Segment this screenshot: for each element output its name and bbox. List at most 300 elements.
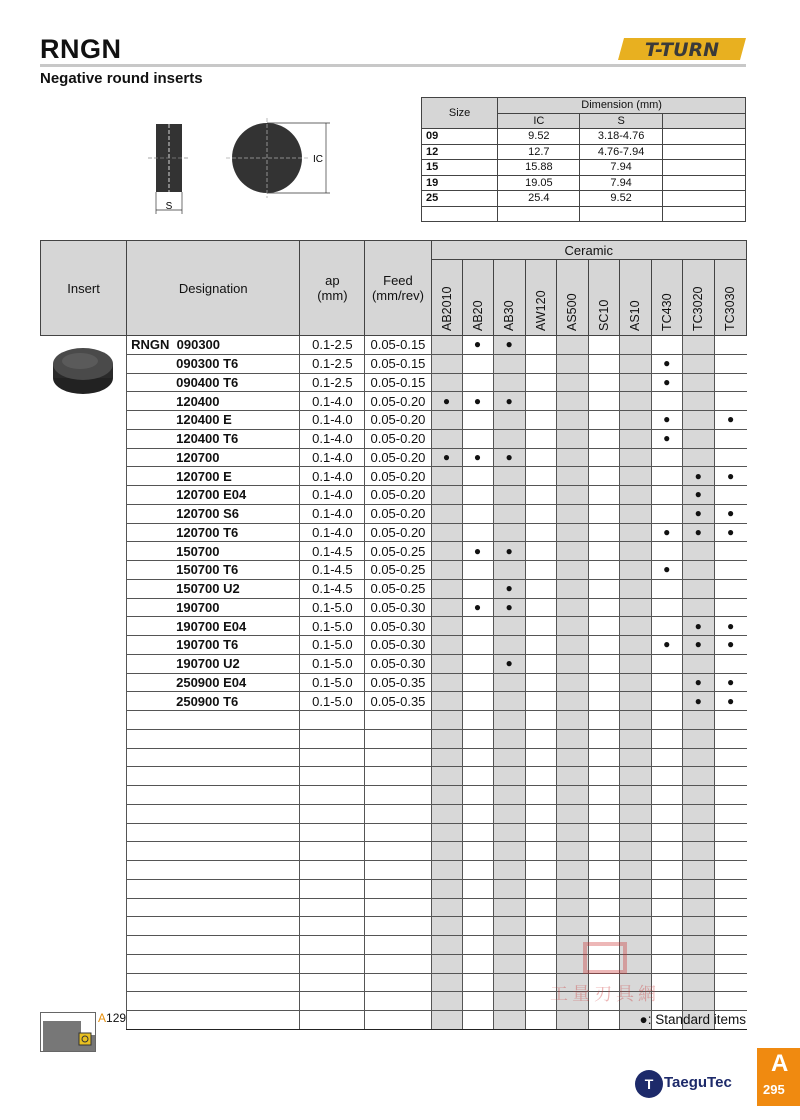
grade-cell [619, 598, 651, 617]
dimension-row [422, 191, 746, 207]
table-row [41, 373, 747, 392]
grade-header-ab30: AB30 [493, 260, 525, 336]
grade-cell [431, 354, 462, 373]
ap-cell: 0.1-5.0 [300, 598, 365, 617]
grade-cell [525, 523, 556, 542]
designation-cell: 190700 U2 [127, 654, 300, 673]
feed-cell: 0.05-0.20 [365, 392, 431, 411]
grade-cell [556, 354, 588, 373]
table-row [41, 486, 747, 505]
grade-cell [556, 617, 588, 636]
grade-cell [556, 542, 588, 561]
grade-cell [525, 411, 556, 430]
dimension-header: Dimension (mm) [498, 98, 746, 114]
ap-cell: 0.1-4.5 [300, 542, 365, 561]
s-cell: 4.76-7.94 [580, 144, 662, 160]
grade-cell [682, 579, 714, 598]
designation-cell: 120400 [127, 392, 300, 411]
feed-cell: 0.05-0.30 [365, 654, 431, 673]
grade-cell [525, 429, 556, 448]
ic-cell: 12.7 [498, 144, 580, 160]
grade-cell [714, 636, 746, 655]
grade-cell [462, 598, 493, 617]
standard-mark: ● [694, 637, 702, 652]
ic-cell: 19.05 [498, 175, 580, 191]
grade-cell [462, 542, 493, 561]
standard-mark: ● [473, 449, 482, 464]
standard-mark: ● [505, 581, 513, 596]
ap-header: ap (mm) [300, 241, 365, 336]
page-number: 295 [763, 1082, 785, 1097]
grade-cell [651, 636, 682, 655]
grade-cell [462, 411, 493, 430]
grade-cell [431, 561, 462, 580]
grade-cell [714, 467, 746, 486]
standard-mark: ● [473, 393, 482, 408]
grade-cell [493, 636, 525, 655]
ap-cell: 0.1-4.0 [300, 429, 365, 448]
standard-mark: ● [505, 449, 513, 464]
grade-cell [619, 354, 651, 373]
grade-cell [651, 617, 682, 636]
grade-cell [714, 336, 746, 355]
table-row [41, 729, 747, 748]
ap-cell: 0.1-5.0 [300, 692, 365, 711]
grade-cell [619, 486, 651, 505]
ap-cell: 0.1-2.5 [300, 354, 365, 373]
grade-header-as500: AS500 [556, 260, 588, 336]
dimension-row [422, 144, 746, 160]
grade-cell [525, 692, 556, 711]
dimension-row [422, 160, 746, 176]
standard-mark: ● [727, 412, 735, 427]
grade-cell [682, 598, 714, 617]
insert-header: Insert [41, 241, 127, 336]
grade-cell [462, 467, 493, 486]
standard-mark: ● [505, 543, 513, 558]
grade-cell [431, 636, 462, 655]
designation-cell: 150700 [127, 542, 300, 561]
grade-cell [556, 336, 588, 355]
table-row [41, 617, 747, 636]
feed-cell: 0.05-0.20 [365, 411, 431, 430]
label-s: S [165, 201, 173, 212]
grade-cell [682, 654, 714, 673]
table-row [41, 561, 747, 580]
grade-cell [431, 467, 462, 486]
standard-mark: ● [694, 468, 702, 483]
table-row [41, 467, 747, 486]
grade-cell [462, 692, 493, 711]
table-row [41, 879, 747, 898]
grade-cell [714, 673, 746, 692]
grade-cell [525, 542, 556, 561]
grade-cell [556, 692, 588, 711]
standard-mark: ● [505, 393, 513, 408]
grade-cell [682, 336, 714, 355]
grade-cell [682, 392, 714, 411]
grade-cell [556, 448, 588, 467]
grade-cell [556, 598, 588, 617]
grade-cell [588, 429, 619, 448]
table-row [41, 392, 747, 411]
grade-cell [493, 336, 525, 355]
grade-cell [493, 617, 525, 636]
table-row [41, 429, 747, 448]
grade-cell [431, 617, 462, 636]
ap-cell: 0.1-5.0 [300, 673, 365, 692]
table-row [41, 354, 747, 373]
s-cell: 7.94 [580, 160, 662, 176]
table-row [41, 448, 747, 467]
grade-cell [619, 504, 651, 523]
designation-cell: 250900 E04 [127, 673, 300, 692]
ceramic-header: Ceramic [431, 241, 747, 260]
designation-cell: 150700 U2 [127, 579, 300, 598]
grade-cell [588, 617, 619, 636]
standard-mark: ● [663, 356, 671, 371]
grade-cell [462, 523, 493, 542]
standard-mark: ● [663, 637, 671, 652]
grade-cell [682, 617, 714, 636]
logo-text: T-TURN [644, 39, 720, 61]
grade-cell [462, 486, 493, 505]
s-header: S [580, 113, 662, 129]
feed-cell: 0.05-0.35 [365, 673, 431, 692]
grade-cell [588, 467, 619, 486]
grade-cell [619, 561, 651, 580]
size-cell: 15 [422, 160, 498, 176]
grade-cell [493, 598, 525, 617]
grade-cell [462, 504, 493, 523]
grade-cell [619, 392, 651, 411]
ap-cell: 0.1-4.0 [300, 523, 365, 542]
feed-cell: 0.05-0.35 [365, 692, 431, 711]
insert-drawing [140, 110, 340, 220]
grade-cell [462, 392, 493, 411]
grade-cell [525, 467, 556, 486]
grade-cell [556, 654, 588, 673]
grade-cell [588, 579, 619, 598]
grade-cell [714, 429, 746, 448]
grade-cell [462, 561, 493, 580]
grade-cell [525, 561, 556, 580]
grade-cell [431, 486, 462, 505]
feed-cell: 0.05-0.20 [365, 504, 431, 523]
designation-cell: 120700 E04 [127, 486, 300, 505]
standard-mark: ● [694, 487, 702, 502]
grade-cell [525, 373, 556, 392]
grade-cell [462, 354, 493, 373]
grade-cell [462, 617, 493, 636]
grade-cell [714, 692, 746, 711]
grade-cell [651, 504, 682, 523]
grade-header-aw120: AW120 [525, 260, 556, 336]
grade-cell [556, 392, 588, 411]
grade-cell [651, 467, 682, 486]
grade-cell [556, 673, 588, 692]
grade-cell [431, 411, 462, 430]
table-row [41, 786, 747, 805]
standard-mark: ● [442, 449, 451, 464]
page-tab [757, 1048, 800, 1106]
grade-cell [619, 617, 651, 636]
designation-cell: RNGN 090300 [127, 336, 300, 355]
grade-cell [431, 654, 462, 673]
designation-cell: 250900 T6 [127, 692, 300, 711]
grade-cell [431, 692, 462, 711]
grade-cell [525, 598, 556, 617]
grade-cell [651, 561, 682, 580]
grade-cell [714, 579, 746, 598]
grade-cell [714, 617, 746, 636]
grade-cell [493, 692, 525, 711]
grade-cell [714, 542, 746, 561]
ic-cell: 25.4 [498, 191, 580, 207]
grade-cell [431, 336, 462, 355]
size-cell: 12 [422, 144, 498, 160]
table-row [41, 692, 747, 711]
standard-mark: ● [694, 618, 702, 633]
table-row [41, 579, 747, 598]
standard-mark: ● [442, 393, 451, 408]
grade-cell [556, 411, 588, 430]
table-row [41, 542, 747, 561]
grade-cell [556, 429, 588, 448]
grade-cell [682, 429, 714, 448]
feed-cell: 0.05-0.20 [365, 467, 431, 486]
round-insert-image [50, 342, 116, 398]
ap-cell: 0.1-4.5 [300, 579, 365, 598]
grade-cell [588, 692, 619, 711]
standard-mark: ● [694, 524, 702, 539]
grade-cell [714, 654, 746, 673]
grade-cell [556, 373, 588, 392]
grade-header-sc10: SC10 [588, 260, 619, 336]
grade-cell [619, 336, 651, 355]
grade-cell [682, 561, 714, 580]
size-cell: 19 [422, 175, 498, 191]
grade-cell [525, 486, 556, 505]
ap-cell: 0.1-4.0 [300, 411, 365, 430]
table-row [41, 842, 747, 861]
grade-cell [714, 523, 746, 542]
grade-cell [714, 373, 746, 392]
grade-cell [493, 354, 525, 373]
grade-cell [651, 486, 682, 505]
grade-cell [462, 636, 493, 655]
grade-cell [431, 542, 462, 561]
grade-cell [588, 504, 619, 523]
reference-page[interactable]: A129 [98, 1011, 127, 1025]
s-cell: 7.94 [580, 175, 662, 191]
grade-cell [493, 448, 525, 467]
grade-cell [682, 373, 714, 392]
standard-mark: ● [663, 374, 671, 389]
feed-cell: 0.05-0.20 [365, 486, 431, 505]
grade-cell [525, 448, 556, 467]
feed-cell: 0.05-0.30 [365, 617, 431, 636]
designation-cell: 190700 E04 [127, 617, 300, 636]
table-row [41, 804, 747, 823]
grade-cell [525, 336, 556, 355]
grade-cell [714, 411, 746, 430]
table-row [41, 917, 747, 936]
grade-cell [493, 523, 525, 542]
ap-cell: 0.1-4.0 [300, 448, 365, 467]
size-cell: 09 [422, 129, 498, 145]
grade-cell [493, 411, 525, 430]
grade-cell [588, 336, 619, 355]
grade-cell [682, 692, 714, 711]
grade-cell [682, 673, 714, 692]
ic-cell: 9.52 [498, 129, 580, 145]
grade-header-ab2010: AB2010 [431, 260, 462, 336]
turning-holder-icon [40, 1012, 96, 1052]
page-subtitle: Negative round inserts [40, 70, 203, 87]
grade-cell [651, 429, 682, 448]
grade-cell [588, 373, 619, 392]
grade-cell [651, 448, 682, 467]
grade-cell [462, 448, 493, 467]
grade-cell [619, 467, 651, 486]
ic-cell: 15.88 [498, 160, 580, 176]
grade-cell [431, 673, 462, 692]
table-row [41, 523, 747, 542]
grade-cell [714, 354, 746, 373]
label-ic: IC [313, 154, 323, 165]
grade-cell [588, 542, 619, 561]
grade-cell [714, 392, 746, 411]
grade-cell [714, 486, 746, 505]
grade-cell [431, 448, 462, 467]
grade-cell [525, 654, 556, 673]
ap-cell: 0.1-5.0 [300, 654, 365, 673]
grade-cell [462, 654, 493, 673]
grade-cell [682, 486, 714, 505]
grade-cell [682, 523, 714, 542]
page-title: RNGN [40, 34, 122, 64]
s-cell: 9.52 [580, 191, 662, 207]
grade-cell [651, 692, 682, 711]
designation-cell: 120700 T6 [127, 523, 300, 542]
feed-cell: 0.05-0.25 [365, 579, 431, 598]
designation-cell: 120400 E [127, 411, 300, 430]
grade-cell [588, 636, 619, 655]
ap-cell: 0.1-5.0 [300, 617, 365, 636]
standard-mark: ● [663, 431, 671, 446]
ap-cell: 0.1-5.0 [300, 636, 365, 655]
grade-cell [525, 392, 556, 411]
grade-cell [619, 542, 651, 561]
grade-cell [431, 373, 462, 392]
grade-cell [714, 504, 746, 523]
grade-cell [493, 654, 525, 673]
grade-cell [619, 429, 651, 448]
grade-cell [619, 579, 651, 598]
feed-cell: 0.05-0.30 [365, 636, 431, 655]
grade-cell [682, 542, 714, 561]
insert-image-cell [41, 336, 127, 1030]
table-row [41, 673, 747, 692]
feed-cell: 0.05-0.20 [365, 429, 431, 448]
designation-cell: 120700 [127, 448, 300, 467]
table-row [41, 861, 747, 880]
grade-cell [431, 523, 462, 542]
grade-cell [651, 392, 682, 411]
grade-cell [619, 673, 651, 692]
grade-cell [525, 579, 556, 598]
grade-cell [588, 561, 619, 580]
feed-cell: 0.05-0.15 [365, 336, 431, 355]
grade-cell [556, 486, 588, 505]
ap-cell: 0.1-4.5 [300, 561, 365, 580]
grade-cell [619, 692, 651, 711]
grade-cell [493, 486, 525, 505]
ap-cell: 0.1-4.0 [300, 504, 365, 523]
ap-cell: 0.1-4.0 [300, 392, 365, 411]
grade-cell [525, 354, 556, 373]
table-row [41, 748, 747, 767]
ap-cell: 0.1-2.5 [300, 336, 365, 355]
grade-cell [651, 354, 682, 373]
grade-cell [525, 617, 556, 636]
standard-mark: ● [473, 599, 482, 614]
standard-mark: ● [663, 524, 671, 539]
grade-cell [431, 392, 462, 411]
table-row [41, 711, 747, 730]
grade-cell [462, 673, 493, 692]
grade-cell [588, 392, 619, 411]
grade-cell [682, 636, 714, 655]
designation-cell: 090400 T6 [127, 373, 300, 392]
grade-cell [431, 429, 462, 448]
standard-mark: ● [727, 618, 735, 633]
grade-cell [431, 504, 462, 523]
ap-cell: 0.1-2.5 [300, 373, 365, 392]
s-cell: 3.18-4.76 [580, 129, 662, 145]
grade-cell [682, 411, 714, 430]
grade-cell [588, 673, 619, 692]
grade-header-ab20: AB20 [462, 260, 493, 336]
feed-cell: 0.05-0.30 [365, 598, 431, 617]
legend-standard-items: ●: Standard items [639, 1012, 746, 1027]
grade-header-tc3030: TC3030 [714, 260, 746, 336]
table-row [41, 636, 747, 655]
title-rule [40, 64, 746, 67]
grade-cell [493, 542, 525, 561]
grade-cell [493, 673, 525, 692]
standard-mark: ● [663, 562, 671, 577]
grade-cell [493, 429, 525, 448]
svg-text:T: T [644, 1076, 654, 1092]
grade-cell [651, 579, 682, 598]
grade-cell [431, 579, 462, 598]
feed-header: Feed (mm/rev) [365, 241, 431, 336]
grade-cell [714, 598, 746, 617]
grade-cell [556, 504, 588, 523]
grade-cell [682, 448, 714, 467]
grade-cell [556, 636, 588, 655]
grade-cell [588, 523, 619, 542]
dimension-row [422, 129, 746, 145]
size-header: Size [422, 98, 498, 129]
grade-cell [462, 429, 493, 448]
designation-header: Designation [127, 241, 300, 336]
feed-cell: 0.05-0.15 [365, 373, 431, 392]
grade-cell [619, 411, 651, 430]
grade-header-tc430: TC430 [651, 260, 682, 336]
